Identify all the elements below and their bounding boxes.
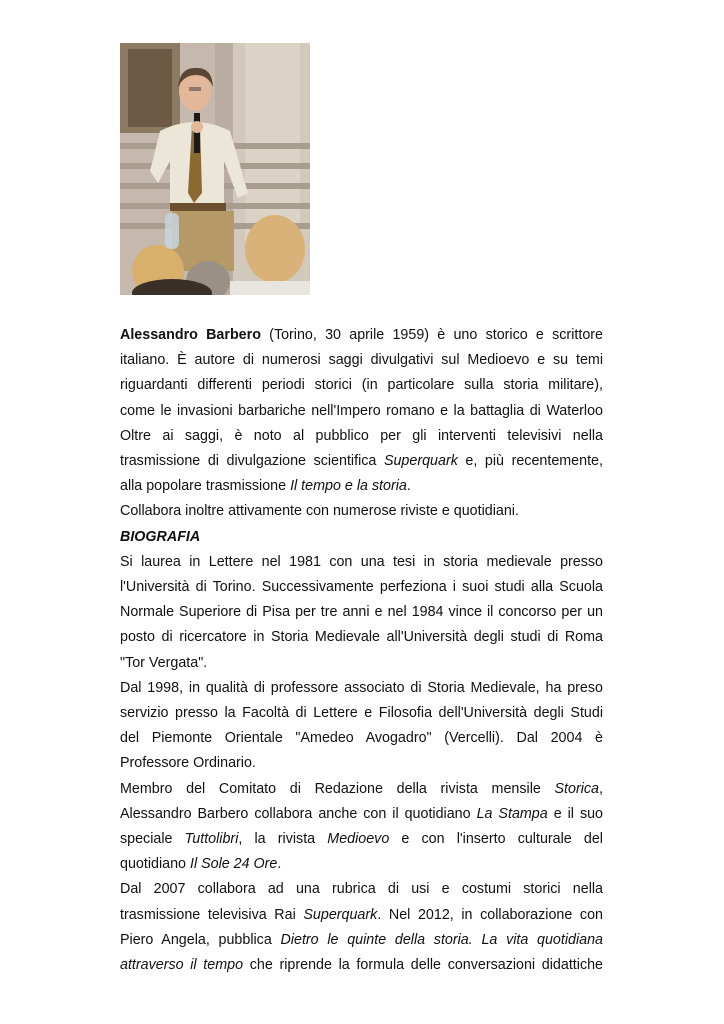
intro-line-8: Collabora inoltre attivamente con numerose riviste e quotidiani. (120, 503, 519, 520)
intro-line-4: come le invasioni barbariche nell'Impero romano e la battaglia di Waterloo (120, 402, 603, 419)
bio-p4-line-4: attraverso il tempo che riprende la formula delle conversazioni didattiche (120, 957, 603, 974)
bio-p2-line-1: Dal 1998, in qualità di professore associato di Storia Medievale, ha preso (120, 679, 603, 696)
intro-line-5: Oltre ai saggi, è noto al pubblico per gli interventi televisivi nella (120, 427, 603, 444)
bio-p1-line-3: Normale Superiore di Pisa per tre anni e nel 1984 vince il concorso per un (120, 604, 603, 621)
bio-p1-line-4: posto di ricercatore in Storia Medievale all'Università degli studi di Roma (120, 629, 603, 646)
program-title: Superquark (383, 453, 458, 470)
bio-p4-line-2: trasmissione televisiva Rai Superquark. Nel 2012, in collaborazione con (120, 906, 603, 923)
bio-p4-line-1: Dal 2007 collabora ad una rubrica di usi e costumi storici nella (120, 881, 603, 898)
bio-p1-line-5: "Tor Vergata". (120, 654, 208, 671)
bio-p4-line-3: Piero Angela, pubblica Dietro le quinte della storia. La vita quotidiana (120, 931, 604, 948)
bio-p3-line-4: quotidiano Il Sole 24 Ore. (120, 856, 282, 873)
bio-p1-line-1: Si laurea in Lettere nel 1981 con una tesi in storia medievale presso (120, 553, 603, 570)
bio-p3-line-2: Alessandro Barbero collabora anche con il quotidiano La Stampa e il suo (120, 805, 603, 822)
intro-line-3: riguardanti differenti periodi storici (in particolare sulla storia militare), (120, 377, 603, 394)
author-name: Alessandro Barbero (120, 327, 261, 343)
bio-p2-line-3: del Piemonte Orientale "Amedeo Avogadro" (Vercelli). Dal 2004 è (120, 730, 603, 747)
intro-line-7: alla popolare trasmissione Il tempo e la storia. (120, 478, 411, 495)
intro-line-2: italiano. È autore di numerosi saggi divulgativi sul Medioevo e su temi (120, 352, 603, 369)
bio-p2-line-4: Professore Ordinario. (120, 755, 256, 772)
intro-line-6: trasmissione di divulgazione scientifica Superquark e, più recentemente, (120, 453, 603, 470)
bio-p3-line-3: speciale Tuttolibri, la rivista Medioevo e con l'inserto culturale del (120, 831, 603, 848)
author-photo (120, 43, 310, 295)
bio-p2-line-2: servizio presso la Facoltà di Lettere e Filosofia dell'Università degli Studi (120, 705, 603, 722)
program-title: Il tempo e la storia (290, 478, 407, 495)
section-heading-biografia: BIOGRAFIA (120, 528, 201, 545)
bio-p3-line-1: Membro del Comitato di Redazione della rivista mensile Storica, (120, 780, 603, 797)
author-photo-illustration (120, 43, 310, 295)
intro-line-1: Alessandro Barbero (Torino, 30 aprile 1959) è uno storico e scrittore (120, 327, 603, 343)
article-body (120, 323, 603, 978)
bio-p1-line-2: l'Università di Torino. Successivamente perfeziona i suoi studi alla Scuola (120, 579, 603, 596)
